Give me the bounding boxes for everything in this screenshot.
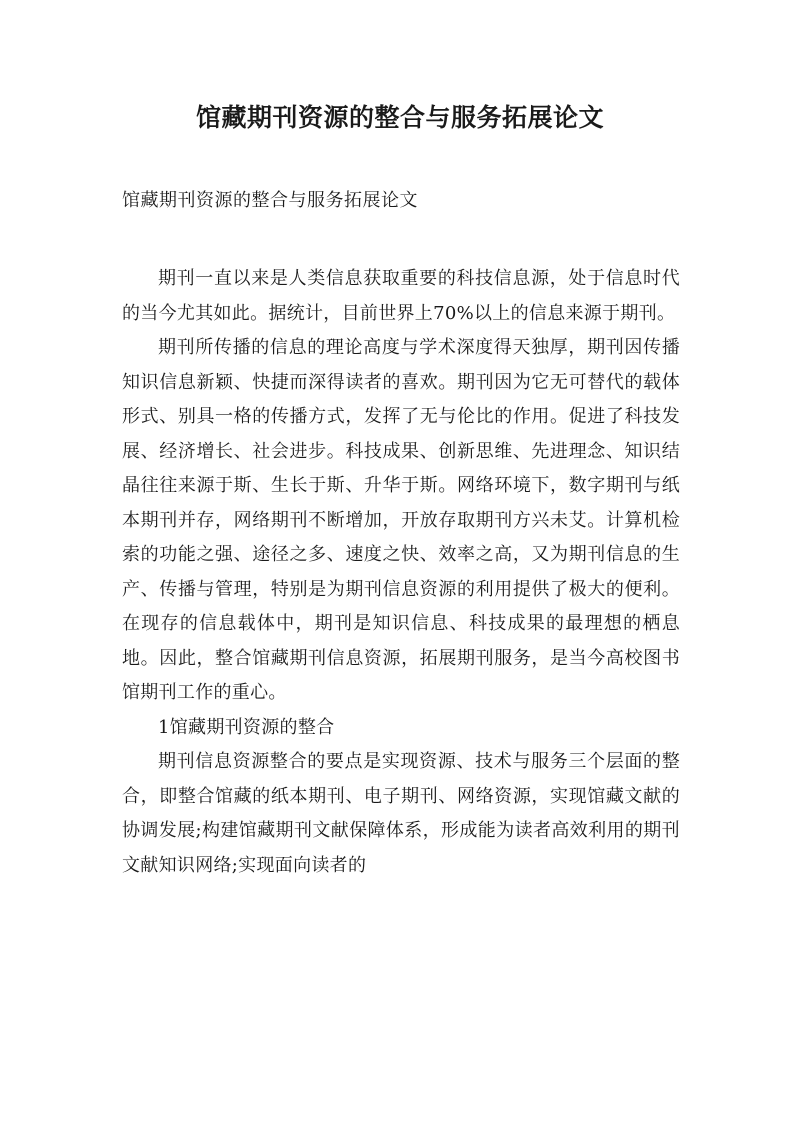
paragraph: 期刊一直以来是人类信息获取重要的科技信息源，处于信息时代的当今尤其如此。据统计，目前世界上70%以上的信息来源于期刊。 <box>122 268 680 324</box>
paragraph: 期刊信息资源整合的要点是实现资源、技术与服务三个层面的整合，即整合馆藏的纸本期刊、电子期刊、网络资源，实现馆藏文献的协调发展;构建馆藏期刊文献保障体系，形成能为读者高效利用的期刊文献知识网络;实现面向读者的 <box>122 751 680 876</box>
paragraph: 期刊所传播的信息的理论高度与学术深度得天独厚，期刊因传播知识信息新颖、快捷而深得读者的喜欢。期刊因为它无可替代的载体形式、别具一格的传播方式，发挥了无与伦比的作用。促进了科技发展、经济增长、社会进步。科技成果、创新思维、先进理念、知识结晶往往来源于斯、生长于斯、升华于斯。网络环境下，数字期刊与纸本期刊并存，网络期刊不断增加，开放存取期刊方兴未艾。计算机检索的功能之强、途径之多、速度之快、效率之高，又为期刊信息的生产、传播与管理，特别是为期刊信息资源的利用提供了极大的便利。在现存的信息载体中，期刊是知识信息、科技成果的最理想的栖息地。因此，整合馆藏期刊信息资源，拓展期刊服务，是当今高校图书馆期刊工作的重心。 <box>122 337 680 703</box>
document-body <box>122 262 680 883</box>
document-title: 馆藏期刊资源的整合与服务拓展论文 <box>195 103 604 132</box>
document-subtitle: 馆藏期刊资源的整合与服务拓展论文 <box>122 190 418 211</box>
section-heading: 1馆藏期刊资源的整合 <box>158 716 335 738</box>
